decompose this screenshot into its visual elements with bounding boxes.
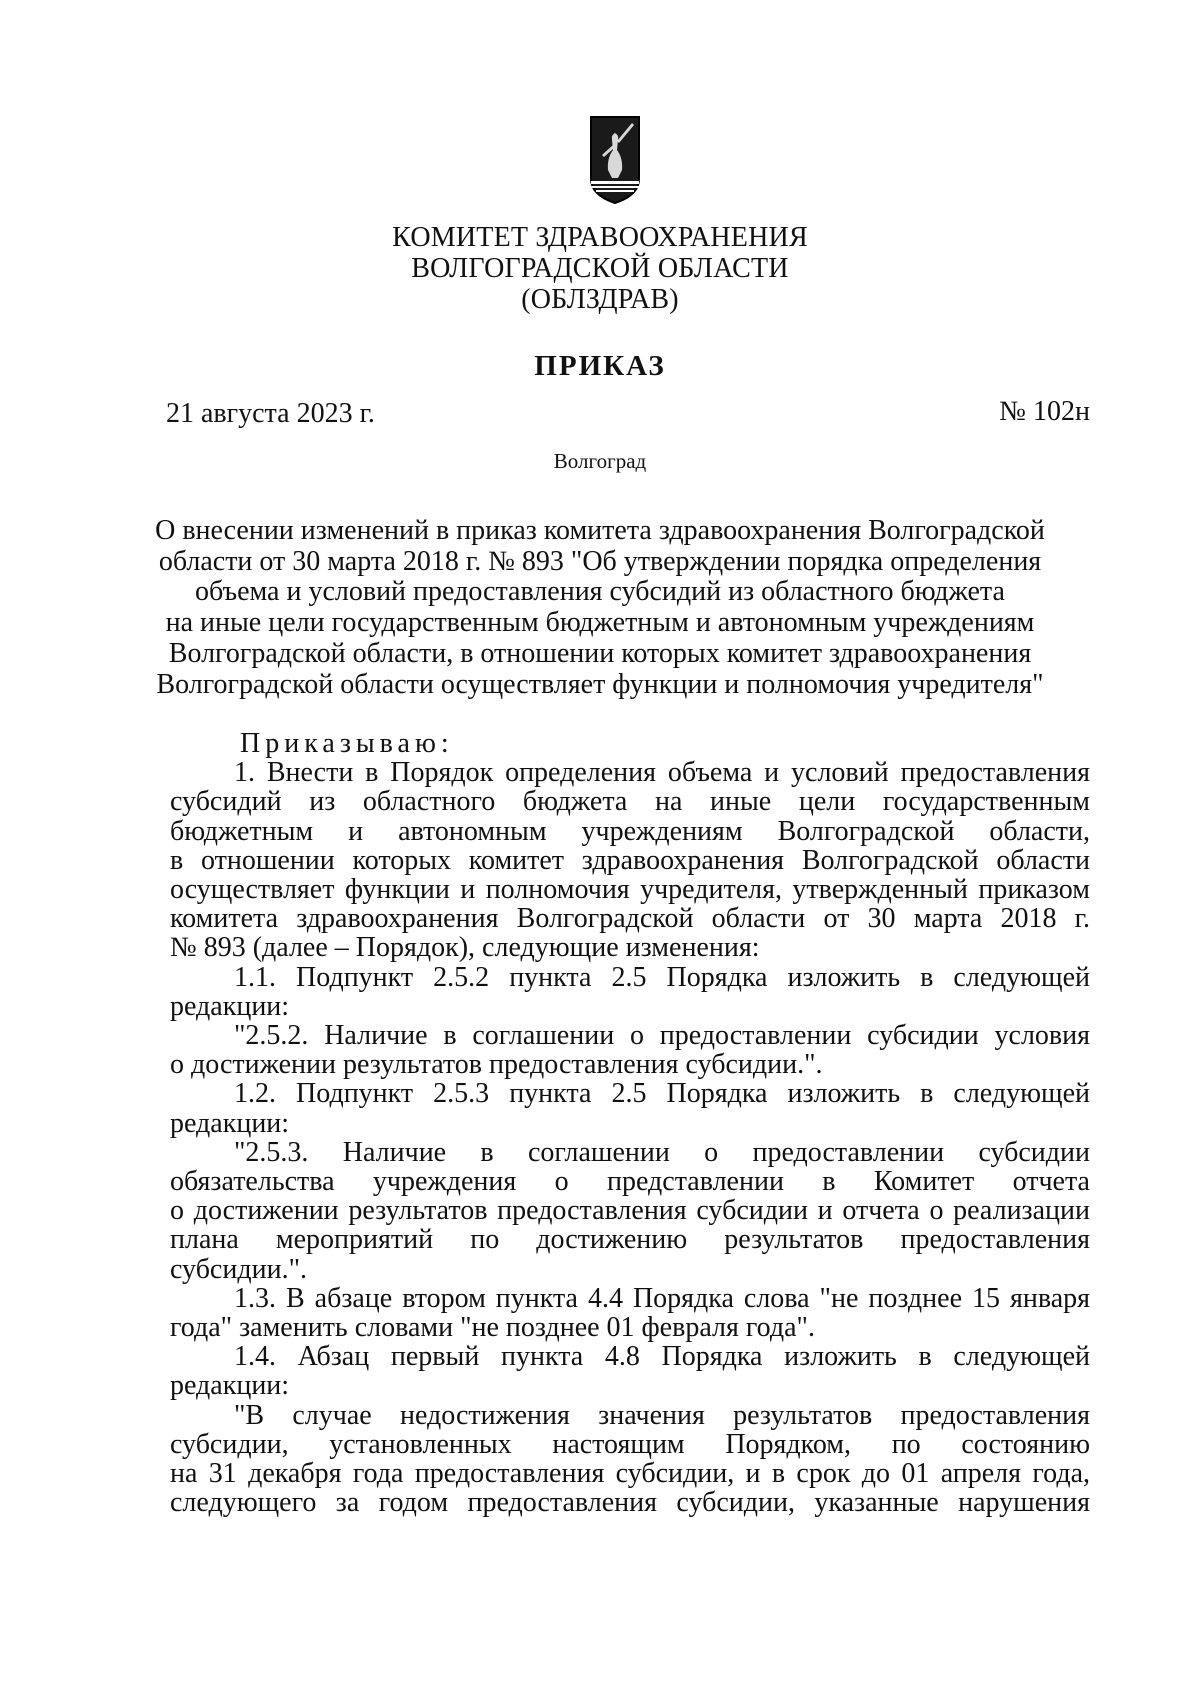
- document-body: [170, 729, 1090, 1517]
- title-line: на иные цели государственным бюджетным и автономным учреждениям: [165, 607, 1035, 639]
- paragraph-1-2: [170, 1079, 1090, 1137]
- text-line: в отношении которых комитет здравоохранения Волгоградской области: [170, 844, 1090, 876]
- text-line: субсидии, установленных настоящим Порядком, по состоянию: [170, 1428, 1090, 1460]
- title-line: объема и условий предоставления субсидий из областного бюджета: [195, 576, 1005, 608]
- order-word: Приказываю:: [240, 728, 454, 759]
- text-line: о достижении результатов предоставления субсидии.".: [170, 1049, 823, 1081]
- text-line: субсидии.".: [170, 1253, 307, 1285]
- quote-2-5-3: [170, 1138, 1090, 1284]
- text-line: субсидий из областного бюджета на иные цели государственным: [170, 786, 1090, 818]
- text-line: "2.5.2. Наличие в соглашении о предоставлении субсидии условия: [234, 1020, 1090, 1052]
- quote-2-5-2: [170, 1021, 1090, 1079]
- org-abbreviation: (ОБЛЗДРАВ): [521, 284, 679, 315]
- document-number: № 102н: [999, 396, 1090, 427]
- text-line: осуществляет функции и полномочия учредителя, утвержденный приказом: [170, 874, 1090, 906]
- title-line: О внесении изменений в приказ комитета здравоохранения Волгоградской: [155, 515, 1045, 546]
- text-line: редакции:: [170, 1107, 290, 1139]
- org-line: ВОЛГОГРАДСКОЙ ОБЛАСТИ: [411, 253, 789, 284]
- title-line: Волгоградской области, в отношении которых комитет здравоохранения: [168, 637, 1032, 669]
- paragraph-1-4: [170, 1342, 1090, 1400]
- coat-of-arms-emblem: [588, 115, 642, 205]
- paragraph-1: [170, 758, 1090, 962]
- organization-name: [0, 222, 1200, 315]
- text-line: о достижении результатов предоставления субсидии и отчета о реализации: [170, 1195, 1090, 1227]
- text-line: редакции:: [170, 1370, 290, 1402]
- text-line: 1.2. Подпункт 2.5.3 пункта 2.5 Порядка изложить в следующей: [234, 1078, 1090, 1110]
- document-type: ПРИКАЗ: [534, 350, 666, 382]
- text-line: обязательства учреждения о представлении в Комитет отчета: [170, 1166, 1090, 1198]
- text-line: плана мероприятий по достижению результатов предоставления: [170, 1224, 1090, 1256]
- text-line: редакции:: [170, 990, 290, 1022]
- document-city: Волгоград: [553, 449, 647, 473]
- text-line: на 31 декабря года предоставления субсидии, и в срок до 01 апреля года,: [170, 1458, 1090, 1490]
- paragraph-1-1: [170, 963, 1090, 1021]
- text-line: "2.5.3. Наличие в соглашении о предоставлении субсидии: [234, 1136, 1090, 1168]
- text-line: года" заменить словами "не позднее 01 февраля года".: [170, 1312, 815, 1344]
- text-line: бюджетным и автономным учреждениям Волгоградской области,: [170, 815, 1090, 847]
- text-line: 1.1. Подпункт 2.5.2 пункта 2.5 Порядка изложить в следующей: [234, 961, 1090, 993]
- title-line: области от 30 марта 2018 г. № 893 "Об утверждении порядка определения: [158, 545, 1042, 577]
- quote-4-8: [170, 1401, 1090, 1518]
- org-line: КОМИТЕТ ЗДРАВООХРАНЕНИЯ: [392, 222, 808, 253]
- text-line: 1. Внести в Порядок определения объема и условий предоставления: [234, 757, 1090, 789]
- title-line: Волгоградской области осуществляет функции и полномочия учредителя": [156, 668, 1044, 700]
- document-title: [140, 516, 1060, 700]
- document-date: 21 августа 2023 г.: [166, 398, 375, 429]
- paragraph-1-3: [170, 1284, 1090, 1342]
- text-line: комитета здравоохранения Волгоградской области от 30 марта 2018 г.: [170, 903, 1090, 935]
- text-line: № 893 (далее – Порядок), следующие изменения:: [170, 932, 760, 964]
- text-line: следующего за годом предоставления субсидии, указанные нарушения: [170, 1487, 1090, 1519]
- text-line: 1.3. В абзаце втором пункта 4.4 Порядка слова "не позднее 15 января: [234, 1282, 1090, 1314]
- text-line: "В случае недостижения значения результатов предоставления: [234, 1399, 1090, 1431]
- text-line: 1.4. Абзац первый пункта 4.8 Порядка изложить в следующей: [234, 1341, 1090, 1373]
